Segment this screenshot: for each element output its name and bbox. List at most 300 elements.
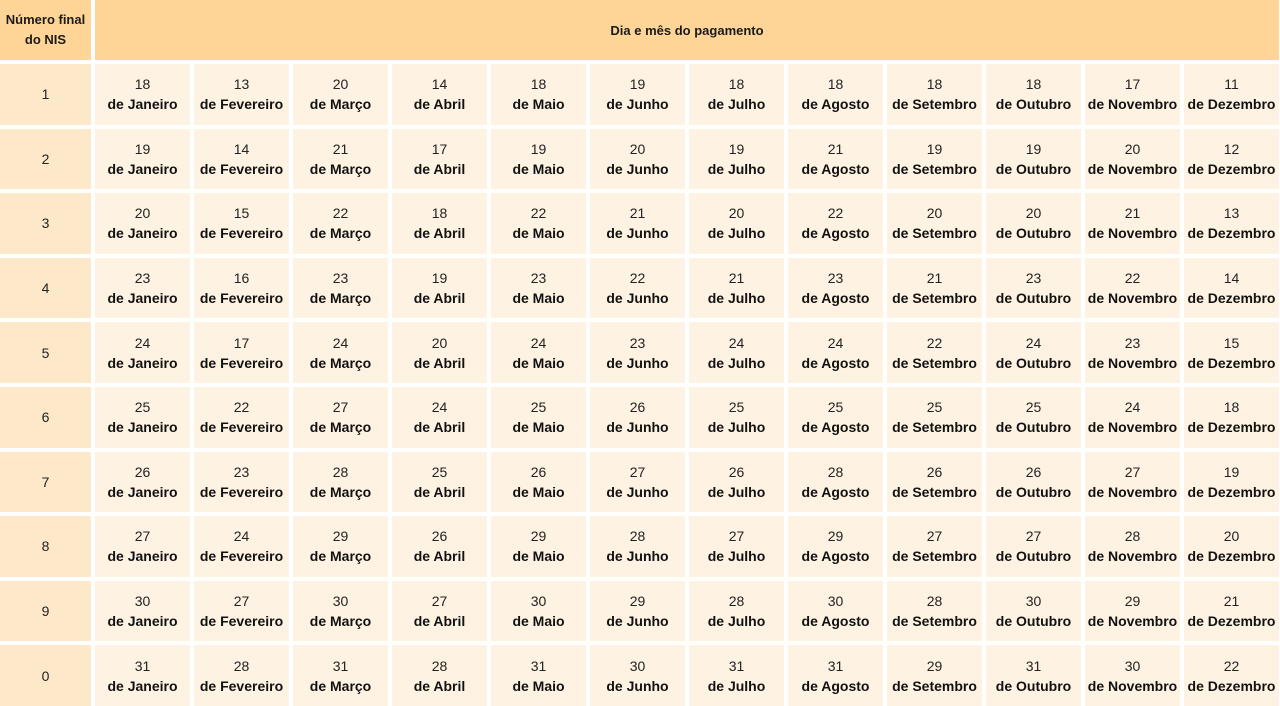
payment-day: 26: [530, 463, 547, 480]
payment-month: de Novembro: [1087, 613, 1178, 630]
payment-month: de Abril: [413, 677, 466, 694]
payment-day: 30: [1025, 593, 1042, 610]
payment-day: 25: [827, 399, 844, 416]
payment-month: de Maio: [512, 225, 565, 242]
payment-date-cell: [590, 322, 685, 383]
payment-month: de Junho: [606, 160, 669, 177]
payment-date-cell: [392, 322, 487, 383]
payment-month: de Outubro: [995, 677, 1072, 694]
payment-day: 18: [431, 205, 448, 222]
payment-day: 11: [1224, 76, 1239, 93]
payment-month: de Novembro: [1087, 290, 1178, 307]
payment-month: de Julho: [707, 290, 766, 307]
payment-day: 14: [233, 140, 250, 157]
payment-day: 14: [431, 76, 448, 93]
payment-month: de Novembro: [1087, 677, 1178, 694]
payment-month: de Maio: [512, 677, 565, 694]
payment-date-cell: [986, 452, 1081, 513]
payment-day: 21: [1124, 205, 1141, 222]
payment-date-cell: [1085, 322, 1180, 383]
payment-date-cell: [788, 129, 883, 190]
payment-date-cell: [95, 322, 190, 383]
payment-day: 20: [1223, 528, 1240, 545]
payment-date-cell: [293, 193, 388, 254]
payment-month: de Outubro: [995, 225, 1072, 242]
payment-day: 27: [926, 528, 943, 545]
payment-day: 28: [233, 657, 250, 674]
payment-date-cell: [194, 129, 289, 190]
payment-month: de Fevereiro: [199, 96, 284, 113]
payment-month: de Outubro: [995, 419, 1072, 436]
payment-date-cell: [590, 645, 685, 706]
payment-day: 25: [530, 399, 547, 416]
payment-day: 29: [1124, 593, 1141, 610]
payment-month: de Outubro: [995, 96, 1072, 113]
payment-date-cell: [392, 258, 487, 319]
payment-month: de Janeiro: [107, 483, 178, 500]
payment-date-cell: [986, 258, 1081, 319]
payment-date-cell: [788, 64, 883, 125]
payment-date-cell: [1184, 645, 1279, 706]
payment-month: de Maio: [512, 613, 565, 630]
payment-month: de Março: [309, 160, 372, 177]
payment-month: de Setembro: [892, 354, 977, 371]
payment-date-cell: [1184, 516, 1279, 577]
payment-date-cell: [689, 322, 784, 383]
payment-date-cell: [194, 64, 289, 125]
payment-month: de Junho: [606, 548, 669, 565]
payment-month: de Março: [309, 96, 372, 113]
payment-day: 27: [1025, 528, 1042, 545]
payment-date-cell: [194, 516, 289, 577]
payment-day: 19: [1025, 140, 1042, 157]
payment-day: 17: [233, 334, 250, 351]
payment-date-cell: [491, 452, 586, 513]
payment-month: de Novembro: [1087, 354, 1178, 371]
payment-day: 18: [926, 76, 943, 93]
payment-day: 21: [926, 270, 943, 287]
payment-day: 27: [1124, 463, 1141, 480]
payment-day: 28: [332, 463, 349, 480]
payment-date-cell: [95, 193, 190, 254]
payment-date-cell: [689, 581, 784, 642]
payment-day: 27: [233, 593, 250, 610]
payment-month: de Fevereiro: [199, 290, 284, 307]
payment-date-cell: [491, 129, 586, 190]
payment-day: 24: [134, 334, 151, 351]
payment-month: de Setembro: [892, 290, 977, 307]
payment-month: de Março: [309, 483, 372, 500]
payment-day: 31: [1025, 657, 1042, 674]
payment-date-cell: [887, 645, 982, 706]
payment-date-cell: [1085, 452, 1180, 513]
payment-day: 30: [629, 657, 646, 674]
payment-date-cell: [392, 387, 487, 448]
corner-line-2: do NIS: [24, 32, 67, 47]
payment-day: 21: [728, 270, 745, 287]
payment-date-cell: [95, 452, 190, 513]
payment-month: de Junho: [606, 613, 669, 630]
payment-day: 22: [332, 205, 349, 222]
payment-day: 23: [1025, 270, 1042, 287]
payment-date-cell: [293, 645, 388, 706]
payment-day: 15: [233, 205, 250, 222]
payment-date-cell: [986, 516, 1081, 577]
payment-day: 31: [332, 657, 349, 674]
payment-month: de Março: [309, 290, 372, 307]
payment-date-cell: [887, 516, 982, 577]
payment-month: de Abril: [413, 419, 466, 436]
payment-month: de Setembro: [892, 225, 977, 242]
payment-date-cell: [689, 64, 784, 125]
payment-date-cell: [194, 258, 289, 319]
payment-day: 19: [926, 140, 943, 157]
payment-day: 19: [134, 140, 151, 157]
payment-date-cell: [1184, 258, 1279, 319]
payment-day: 20: [728, 205, 745, 222]
payment-date-cell: [491, 193, 586, 254]
payment-date-cell: [392, 452, 487, 513]
payment-day: 27: [728, 528, 745, 545]
payment-day: 22: [926, 334, 943, 351]
payment-date-cell: [392, 516, 487, 577]
payment-month: de Julho: [707, 354, 766, 371]
payment-date-cell: [689, 516, 784, 577]
payment-day: 12: [1223, 140, 1240, 157]
payment-date-cell: [95, 516, 190, 577]
payment-date-cell: [1184, 129, 1279, 190]
payment-month: de Agosto: [801, 677, 870, 694]
payment-month: de Abril: [413, 483, 466, 500]
payment-date-cell: [194, 645, 289, 706]
payment-month: de Janeiro: [107, 677, 178, 694]
payment-day: 30: [1124, 657, 1141, 674]
payment-date-cell: [1085, 581, 1180, 642]
payment-date-cell: [887, 258, 982, 319]
payment-month: de Novembro: [1087, 160, 1178, 177]
payment-date-cell: [689, 645, 784, 706]
payment-month: de Maio: [512, 548, 565, 565]
column-header-nis-digit: [0, 0, 91, 60]
payment-month: de Agosto: [801, 354, 870, 371]
payment-month: de Setembro: [892, 96, 977, 113]
payment-month: de Março: [309, 613, 372, 630]
payment-date-cell: [590, 581, 685, 642]
payment-month: de Março: [309, 225, 372, 242]
payment-date-cell: [95, 258, 190, 319]
payment-month: de Fevereiro: [199, 419, 284, 436]
payment-month: de Julho: [707, 613, 766, 630]
nis-digit-cell: 7: [0, 452, 91, 513]
payment-day: 29: [827, 528, 844, 545]
payment-month: de Julho: [707, 225, 766, 242]
payment-date-cell: [788, 581, 883, 642]
payment-date-cell: [95, 387, 190, 448]
payment-day: 26: [1025, 463, 1042, 480]
payment-date-cell: [590, 258, 685, 319]
payment-day: 28: [926, 593, 943, 610]
nis-digit-cell: 1: [0, 64, 91, 125]
payment-date-cell: [986, 387, 1081, 448]
payment-day: 25: [1025, 399, 1042, 416]
payment-date-cell: [689, 129, 784, 190]
payment-day: 31: [530, 657, 547, 674]
payment-day: 27: [332, 399, 349, 416]
payment-day: 30: [827, 593, 844, 610]
payment-day: 20: [332, 76, 349, 93]
payment-date-cell: [194, 322, 289, 383]
payment-date-cell: [1085, 258, 1180, 319]
payment-month: de Janeiro: [107, 225, 178, 242]
payment-day: 21: [1223, 593, 1240, 610]
payment-day: 28: [827, 463, 844, 480]
payment-day: 29: [530, 528, 547, 545]
payment-date-cell: [887, 452, 982, 513]
payment-day: 13: [233, 76, 250, 93]
payment-day: 30: [332, 593, 349, 610]
payment-day: 22: [1223, 657, 1240, 674]
payment-date-cell: [194, 387, 289, 448]
payment-month: de Junho: [606, 290, 669, 307]
payment-month: de Janeiro: [107, 613, 178, 630]
payment-month: de Maio: [512, 354, 565, 371]
payment-month: de Fevereiro: [199, 225, 284, 242]
payment-month: de Novembro: [1087, 419, 1178, 436]
payment-month: de Outubro: [995, 354, 1072, 371]
payment-day: 19: [431, 270, 448, 287]
payment-date-cell: [1184, 387, 1279, 448]
payment-day: 22: [530, 205, 547, 222]
payment-date-cell: [293, 322, 388, 383]
payment-date-cell: [1184, 452, 1279, 513]
payment-date-cell: [491, 258, 586, 319]
payment-day: 19: [629, 76, 646, 93]
nis-digit-cell: 2: [0, 129, 91, 190]
payment-day: 23: [530, 270, 547, 287]
payment-month: de Março: [309, 354, 372, 371]
payment-date-cell: [491, 581, 586, 642]
payment-month: de Junho: [606, 483, 669, 500]
nis-digit-cell: 8: [0, 516, 91, 577]
payment-day: 20: [1124, 140, 1141, 157]
payment-day: 21: [629, 205, 646, 222]
payment-date-cell: [590, 452, 685, 513]
payment-month: de Abril: [413, 96, 466, 113]
payment-month: de Outubro: [995, 548, 1072, 565]
payment-month: de Setembro: [892, 160, 977, 177]
payment-day: 24: [332, 334, 349, 351]
payment-month: de Dezembro: [1187, 548, 1276, 565]
payment-day: 24: [431, 399, 448, 416]
payment-month: de Abril: [413, 548, 466, 565]
payment-day: 13: [1223, 205, 1240, 222]
payment-date-cell: [392, 645, 487, 706]
payment-date-cell: [1085, 129, 1180, 190]
payment-day: 26: [134, 463, 151, 480]
payment-date-cell: [986, 581, 1081, 642]
payment-day: 15: [1223, 334, 1240, 351]
payment-date-cell: [392, 581, 487, 642]
payment-day: 26: [431, 528, 448, 545]
payment-date-cell: [1085, 645, 1180, 706]
payment-month: de Abril: [413, 613, 466, 630]
payment-day: 31: [827, 657, 844, 674]
payment-date-cell: [788, 193, 883, 254]
payment-date-cell: [986, 64, 1081, 125]
payment-month: de Junho: [606, 419, 669, 436]
payment-month: de Outubro: [995, 483, 1072, 500]
payment-day: 31: [134, 657, 151, 674]
payment-date-cell: [293, 516, 388, 577]
payment-day: 23: [629, 334, 646, 351]
payment-month: de Dezembro: [1187, 419, 1276, 436]
payment-date-cell: [1184, 64, 1279, 125]
payment-date-cell: [1085, 64, 1180, 125]
nis-digit-cell: 4: [0, 258, 91, 319]
payment-date-cell: [689, 258, 784, 319]
payment-month: de Dezembro: [1187, 354, 1276, 371]
payment-date-cell: [788, 258, 883, 319]
payment-month: de Janeiro: [107, 419, 178, 436]
payment-day: 25: [728, 399, 745, 416]
payment-month: de Agosto: [801, 290, 870, 307]
payment-date-cell: [590, 64, 685, 125]
nis-digit-cell: 6: [0, 387, 91, 448]
payment-month: de Dezembro: [1187, 483, 1276, 500]
payment-month: de Julho: [707, 419, 766, 436]
payment-date-cell: [95, 129, 190, 190]
payment-month: de Janeiro: [107, 354, 178, 371]
payment-month: de Abril: [413, 354, 466, 371]
payment-date-cell: [1085, 516, 1180, 577]
payment-date-cell: [788, 645, 883, 706]
payment-day: 24: [728, 334, 745, 351]
payment-date-cell: [194, 581, 289, 642]
payment-date-cell: [392, 129, 487, 190]
payment-date-cell: [590, 516, 685, 577]
payment-month: de Setembro: [892, 548, 977, 565]
payment-date-cell: [293, 387, 388, 448]
payment-day: 24: [530, 334, 547, 351]
payment-day: 29: [926, 657, 943, 674]
payment-day: 18: [827, 76, 844, 93]
payment-date-cell: [1085, 387, 1180, 448]
payment-date-cell: [95, 581, 190, 642]
payment-month: de Novembro: [1087, 96, 1178, 113]
payment-month: de Dezembro: [1187, 96, 1276, 113]
corner-line-1: Número final: [5, 12, 86, 27]
payment-day: 17: [431, 140, 448, 157]
nis-digit-cell: 9: [0, 581, 91, 642]
payment-date-cell: [95, 64, 190, 125]
payment-date-cell: [590, 387, 685, 448]
payment-date-cell: [491, 387, 586, 448]
payment-day: 23: [233, 463, 250, 480]
payment-month: de Março: [309, 548, 372, 565]
payment-month: de Maio: [512, 96, 565, 113]
payment-month: de Dezembro: [1187, 225, 1276, 242]
payment-date-cell: [194, 452, 289, 513]
payment-month: de Novembro: [1087, 225, 1178, 242]
payment-month: de Dezembro: [1187, 290, 1276, 307]
payment-month: de Maio: [512, 419, 565, 436]
payment-date-cell: [689, 452, 784, 513]
payment-day: 28: [728, 593, 745, 610]
payment-date-cell: [887, 581, 982, 642]
payment-date-cell: [293, 129, 388, 190]
payment-day: 23: [1124, 334, 1141, 351]
payment-month: de Setembro: [892, 419, 977, 436]
payment-date-cell: [986, 322, 1081, 383]
payment-day: 24: [233, 528, 250, 545]
payment-month: de Janeiro: [107, 290, 178, 307]
payment-month: de Agosto: [801, 419, 870, 436]
payment-month: de Setembro: [892, 613, 977, 630]
payment-date-cell: [689, 387, 784, 448]
payment-date-cell: [689, 193, 784, 254]
payment-month: de Outubro: [995, 613, 1072, 630]
column-header-payment-date: Dia e mês do pagamento: [95, 0, 1279, 60]
payment-month: de Fevereiro: [199, 160, 284, 177]
payment-month: de Agosto: [801, 613, 870, 630]
payment-day: 26: [728, 463, 745, 480]
payment-month: de Junho: [606, 354, 669, 371]
payment-day: 19: [1223, 463, 1240, 480]
payment-date-cell: [293, 581, 388, 642]
payment-day: 21: [827, 140, 844, 157]
payment-day: 30: [530, 593, 547, 610]
payment-month: de Setembro: [892, 483, 977, 500]
payment-day: 23: [134, 270, 151, 287]
payment-month: de Maio: [512, 483, 565, 500]
payment-date-cell: [491, 322, 586, 383]
payment-month: de Julho: [707, 160, 766, 177]
payment-day: 28: [431, 657, 448, 674]
payment-date-cell: [392, 64, 487, 125]
nis-digit-cell: 5: [0, 322, 91, 383]
payment-day: 20: [431, 334, 448, 351]
payment-day: 23: [332, 270, 349, 287]
payment-date-cell: [788, 387, 883, 448]
payment-date-cell: [788, 322, 883, 383]
payment-day: 26: [926, 463, 943, 480]
payment-date-cell: [293, 258, 388, 319]
payment-day: 20: [134, 205, 151, 222]
payment-month: de Fevereiro: [199, 483, 284, 500]
payment-date-cell: [788, 452, 883, 513]
payment-date-cell: [194, 193, 289, 254]
payment-day: 22: [827, 205, 844, 222]
payment-day: 18: [530, 76, 547, 93]
payment-date-cell: [1184, 322, 1279, 383]
payment-month: de Agosto: [801, 160, 870, 177]
payment-day: 22: [629, 270, 646, 287]
payment-month: de Maio: [512, 160, 565, 177]
payment-month: de Janeiro: [107, 160, 178, 177]
payment-day: 14: [1223, 270, 1240, 287]
payment-day: 18: [1223, 399, 1240, 416]
payment-month: de Agosto: [801, 96, 870, 113]
payment-month: de Dezembro: [1187, 160, 1276, 177]
payment-date-cell: [887, 64, 982, 125]
payment-month: de Fevereiro: [199, 354, 284, 371]
payment-date-cell: [491, 64, 586, 125]
payment-month: de Dezembro: [1187, 677, 1276, 694]
payment-day: 25: [926, 399, 943, 416]
payment-month: de Abril: [413, 225, 466, 242]
payment-month: de Janeiro: [107, 96, 178, 113]
payment-date-cell: [986, 129, 1081, 190]
